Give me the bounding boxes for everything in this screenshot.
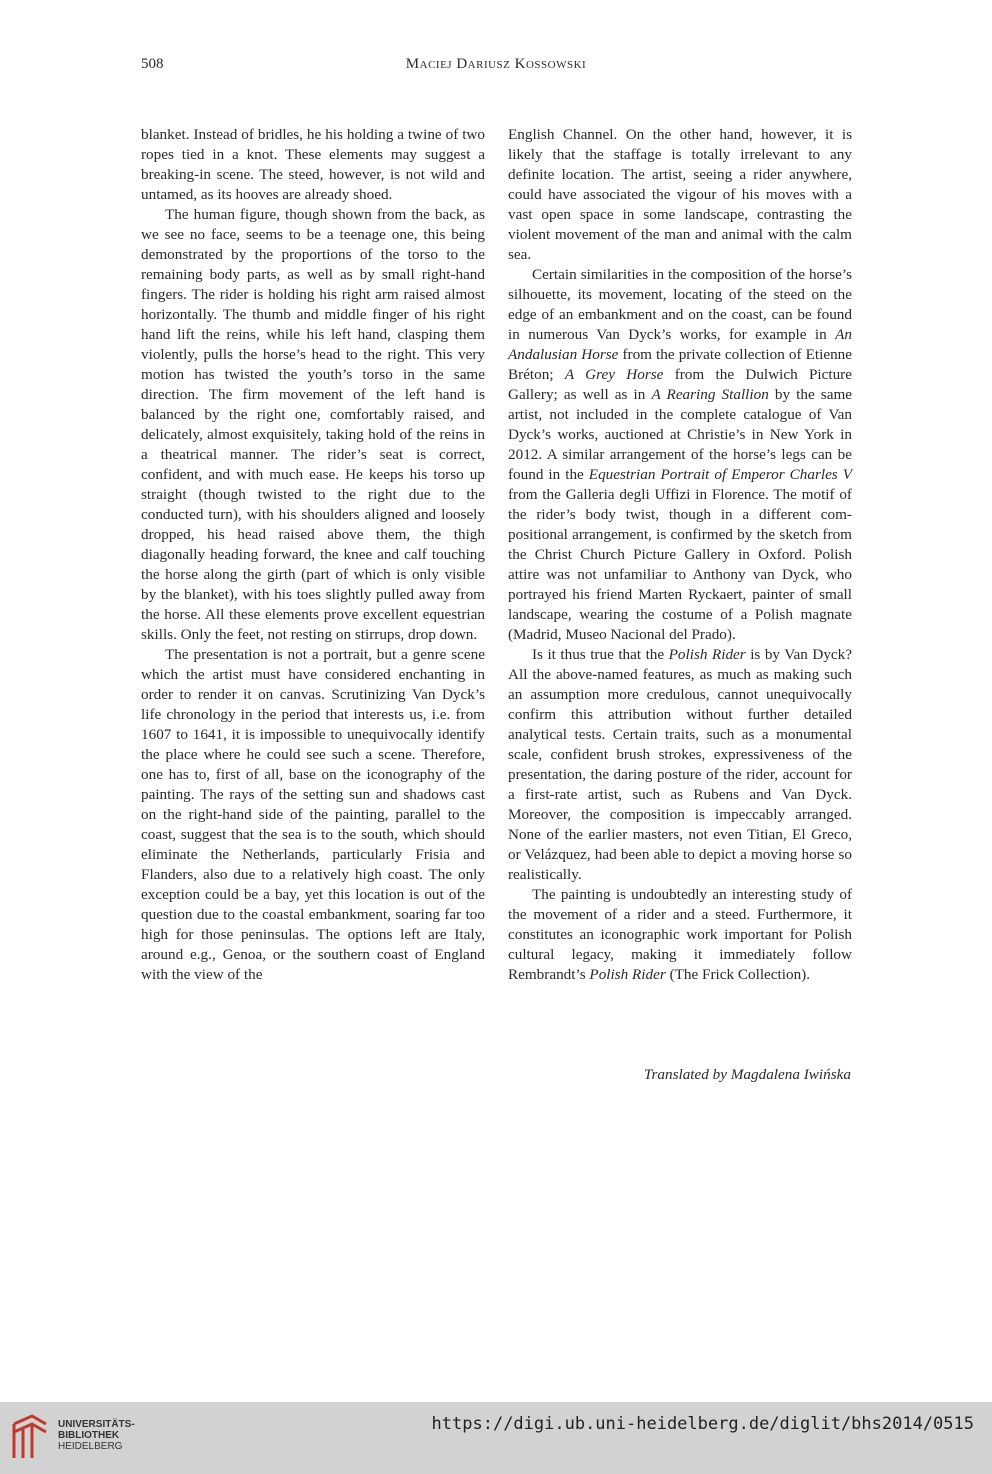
paragraph: English Channel. On the other hand, however, it is likely that the staffage is totally irrelevant to any definite location. The artist, seeing a rider anywhere, could have associated the vigour of his moves with a vast open space in some landscape, contrasting the violent movement of the man and animal with the calm sea. — [508, 126, 852, 263]
running-head — [141, 56, 851, 78]
paragraph: The painting is undoubtedly an interesting study of the movement of a rider and a steed. Furthermore, it constitutes an iconographic work important for Polish cultural legacy, making it immediately follow Rembrandt’s Polish Rider (The Frick Collection). — [508, 886, 852, 983]
library-logo-icon — [10, 1414, 50, 1460]
paragraph: The human figure, though shown from the back, as we see no face, seems to be a teenage one, this being demonstrated by the proportions of the torso to the remaining body parts, as well as by small right-hand fingers. The rider is holding his right arm raised almost horizontally. The thumb and middle finger of his right hand lift the reins, while his left hand, clasping them violently, pulls the horse’s head to the right. This very motion has twisted the youth’s torso in the same direction. The firm movement of the left hand is balanced by the right one, comfortably raised, and delicately, almost exquisitely, taking hold of the reins in a theatrical manner. The rider’s seat is correct, confident, and with much ease. He keeps his torso up straight (though twisted to the right due to the conducted turn), with his shoulders aligned and loosely dropped, his head raised above them, the thigh diagonally heading forward, the knee and calf touching the horse along the girth (part of which is only visible by the blanket), with his toes slightly pulled away from the horse. All these elements prove excellent equestrian skills. Only the feet, not resting on stirrups, drop down. — [141, 206, 485, 643]
footer-bar — [0, 1402, 992, 1474]
author-running-title: Maciej Dariusz Kossowski — [405, 56, 587, 72]
library-logo-text — [58, 1419, 135, 1452]
paragraph: The presentation is not a portrait, but a genre scene which the artist must have considered enchanting in order to render it on canvas. Scrutinizing Van Dyck’s life chronology in the period that interests us, i.e. from 1607 to 1641, it is impossible to unequivocally identify the place where he could see such a scene. Therefore, one has to, first of all, base on the iconography of the painting. The rays of the setting sun and shadows cast on the right-hand side of the painting, parallel to the coast, suggest that the sea is to the south, which should eliminate the Netherlands, particularly Frisia and Flanders, also due to a relatively high coast. The only exception could be a bay, yet this location is out of the question due to the coastal embankment, soaring far too high for those peninsulas. The options left are Italy, around e.g., Genoa, or the southern coast of England with the view of the — [141, 646, 485, 983]
left-text-column — [141, 125, 485, 985]
logo-line-3: HEIDELBERG — [58, 1441, 123, 1452]
paragraph: blanket. Instead of bridles, he his holding a twine of two ropes tied in a knot. These elements may suggest a breaking-in scene. The steed, however, is not wild and untamed, as its hooves are already shoed. — [141, 126, 485, 203]
source-url[interactable]: https://digi.ub.uni-heidelberg.de/diglit/bhs2014/0515 — [431, 1414, 974, 1434]
paragraph: Certain similarities in the composition of the horse’s silhouette, its movement, locating of the steed on the edge of an embankment and on the coast, can be found in numerous Van Dyck’s works, for example in An Andalusian Horse from the private collection of Etienne Bréton; A Grey Horse from the Dulwich Picture Gallery; as well as in A Rearing Stallion by the same artist, not included in the complete catalogue of Van Dyck’s works, auctioned at Christie’s in New York in 2012. A similar arrangement of the horse’s legs can be found in the Equestrian Portrait of Emperor Charles V from the Galleria degli Uffizi in Florence. The motif of the rider’s body twist, though in a different com-positional arrangement, is confirmed by the sketch from the Christ Church Picture Gallery in Oxford. Polish attire was not unfamiliar to Anthony van Dyck, who portrayed his friend Marten Ryckaert, painter of small landscape, wearing the costume of a Polish magnate (Madrid, Museo Nacional del Prado). — [508, 266, 853, 643]
right-text-column — [508, 125, 852, 985]
translator-credit: Translated by Magdalena Iwińska — [643, 1066, 851, 1083]
logo-line-2: BIBLIOTHEK — [58, 1430, 120, 1441]
page-number: 508 — [141, 56, 164, 72]
logo-line-1: UNIVERSITÄTS- — [58, 1419, 135, 1430]
paragraph: Is it thus true that the Polish Rider is by Van Dyck? All the above-named features, as much as making such an assumption more credulous, cannot unequivocally confirm this attribution without further detailed analytical tests. Certain traits, such as a monumental scale, confident brush strokes, expressiveness of the presentation, the daring posture of the rider, account for a first-rate artist, such as Rubens and Van Dyck. Moreover, the composition is impeccably arranged. None of the earlier masters, not even Titian, El Greco, or Velázquez, had been able to depict a moving horse so realistically. — [508, 646, 852, 883]
